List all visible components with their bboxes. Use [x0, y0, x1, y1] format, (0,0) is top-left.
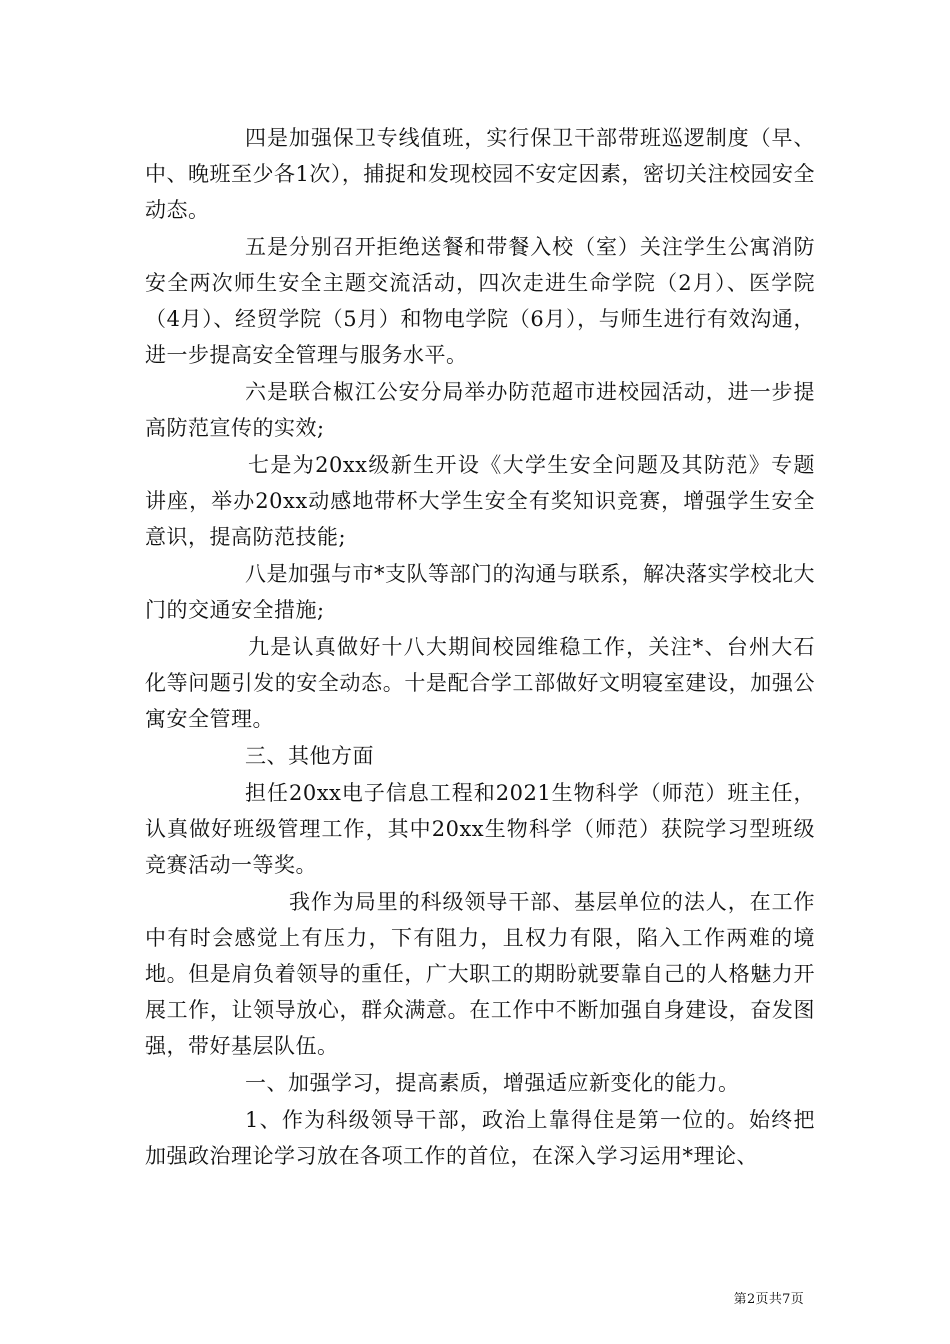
paragraph-8: 八是加强与市*支队等部门的沟通与联系，解决落实学校北大门的交通安全措施;	[145, 562, 815, 622]
paragraph-6: 六是联合椒江公安分局举办防范超市进校园活动，进一步提高防范宣传的实效;	[145, 380, 815, 440]
paragraph-study-1: 1、作为科级领导干部，政治上靠得住是第一位的。始终把加强政治理论学习放在各项工作的首位，在深入学习运用*理论、	[145, 1108, 815, 1168]
document-body	[145, 120, 815, 1175]
paragraph-class-teacher: 担任20xx电子信息工程和2021生物科学（师范）班主任，认真做好班级管理工作，其中20xx生物科学（师范）获院学习型班级竞赛活动一等奖。	[145, 781, 815, 877]
page-number: 第2页共7页	[733, 1292, 804, 1307]
paragraph-9: 九是认真做好十八大期间校园维稳工作，关注*、台州大石化等问题引发的安全动态。十是配合学工部做好文明寝室建设，加强公寓安全管理。	[145, 635, 815, 731]
section-heading-other: 三、其他方面	[245, 744, 374, 768]
section-heading-study: 一、加强学习，提高素质，增强适应新变化的能力。	[245, 1071, 740, 1095]
paragraph-7: 七是为20xx级新生开设《大学生安全问题及其防范》专题讲座，举办20xx动感地带杯大学生安全有奖知识竞赛，增强学生安全意识，提高防范技能;	[145, 453, 815, 549]
paragraph-4: 四是加强保卫专线值班，实行保卫干部带班巡逻制度（早、中、晚班至少各1次），捕捉和发现校园不安定因素，密切关注校园安全动态。	[145, 126, 815, 222]
paragraph-5: 五是分别召开拒绝送餐和带餐入校（室）关注学生公寓消防安全两次师生安全主题交流活动，四次走进生命学院（2月）、医学院（4月）、经贸学院（5月）和物电学院（6月），与师生进行有效沟通，进一步提高安全管理与服务水平。	[145, 235, 815, 367]
paragraph-self-review: 我作为局里的科级领导干部、基层单位的法人，在工作中有时会感觉上有压力，下有阻力，且权力有限，陷入工作两难的境地。但是肩负着领导的重任，广大职工的期盼就要靠自己的人格魅力开展工作，让领导放心，群众满意。在工作中不断加强自身建设，奋发图强，带好基层队伍。	[145, 890, 815, 1058]
